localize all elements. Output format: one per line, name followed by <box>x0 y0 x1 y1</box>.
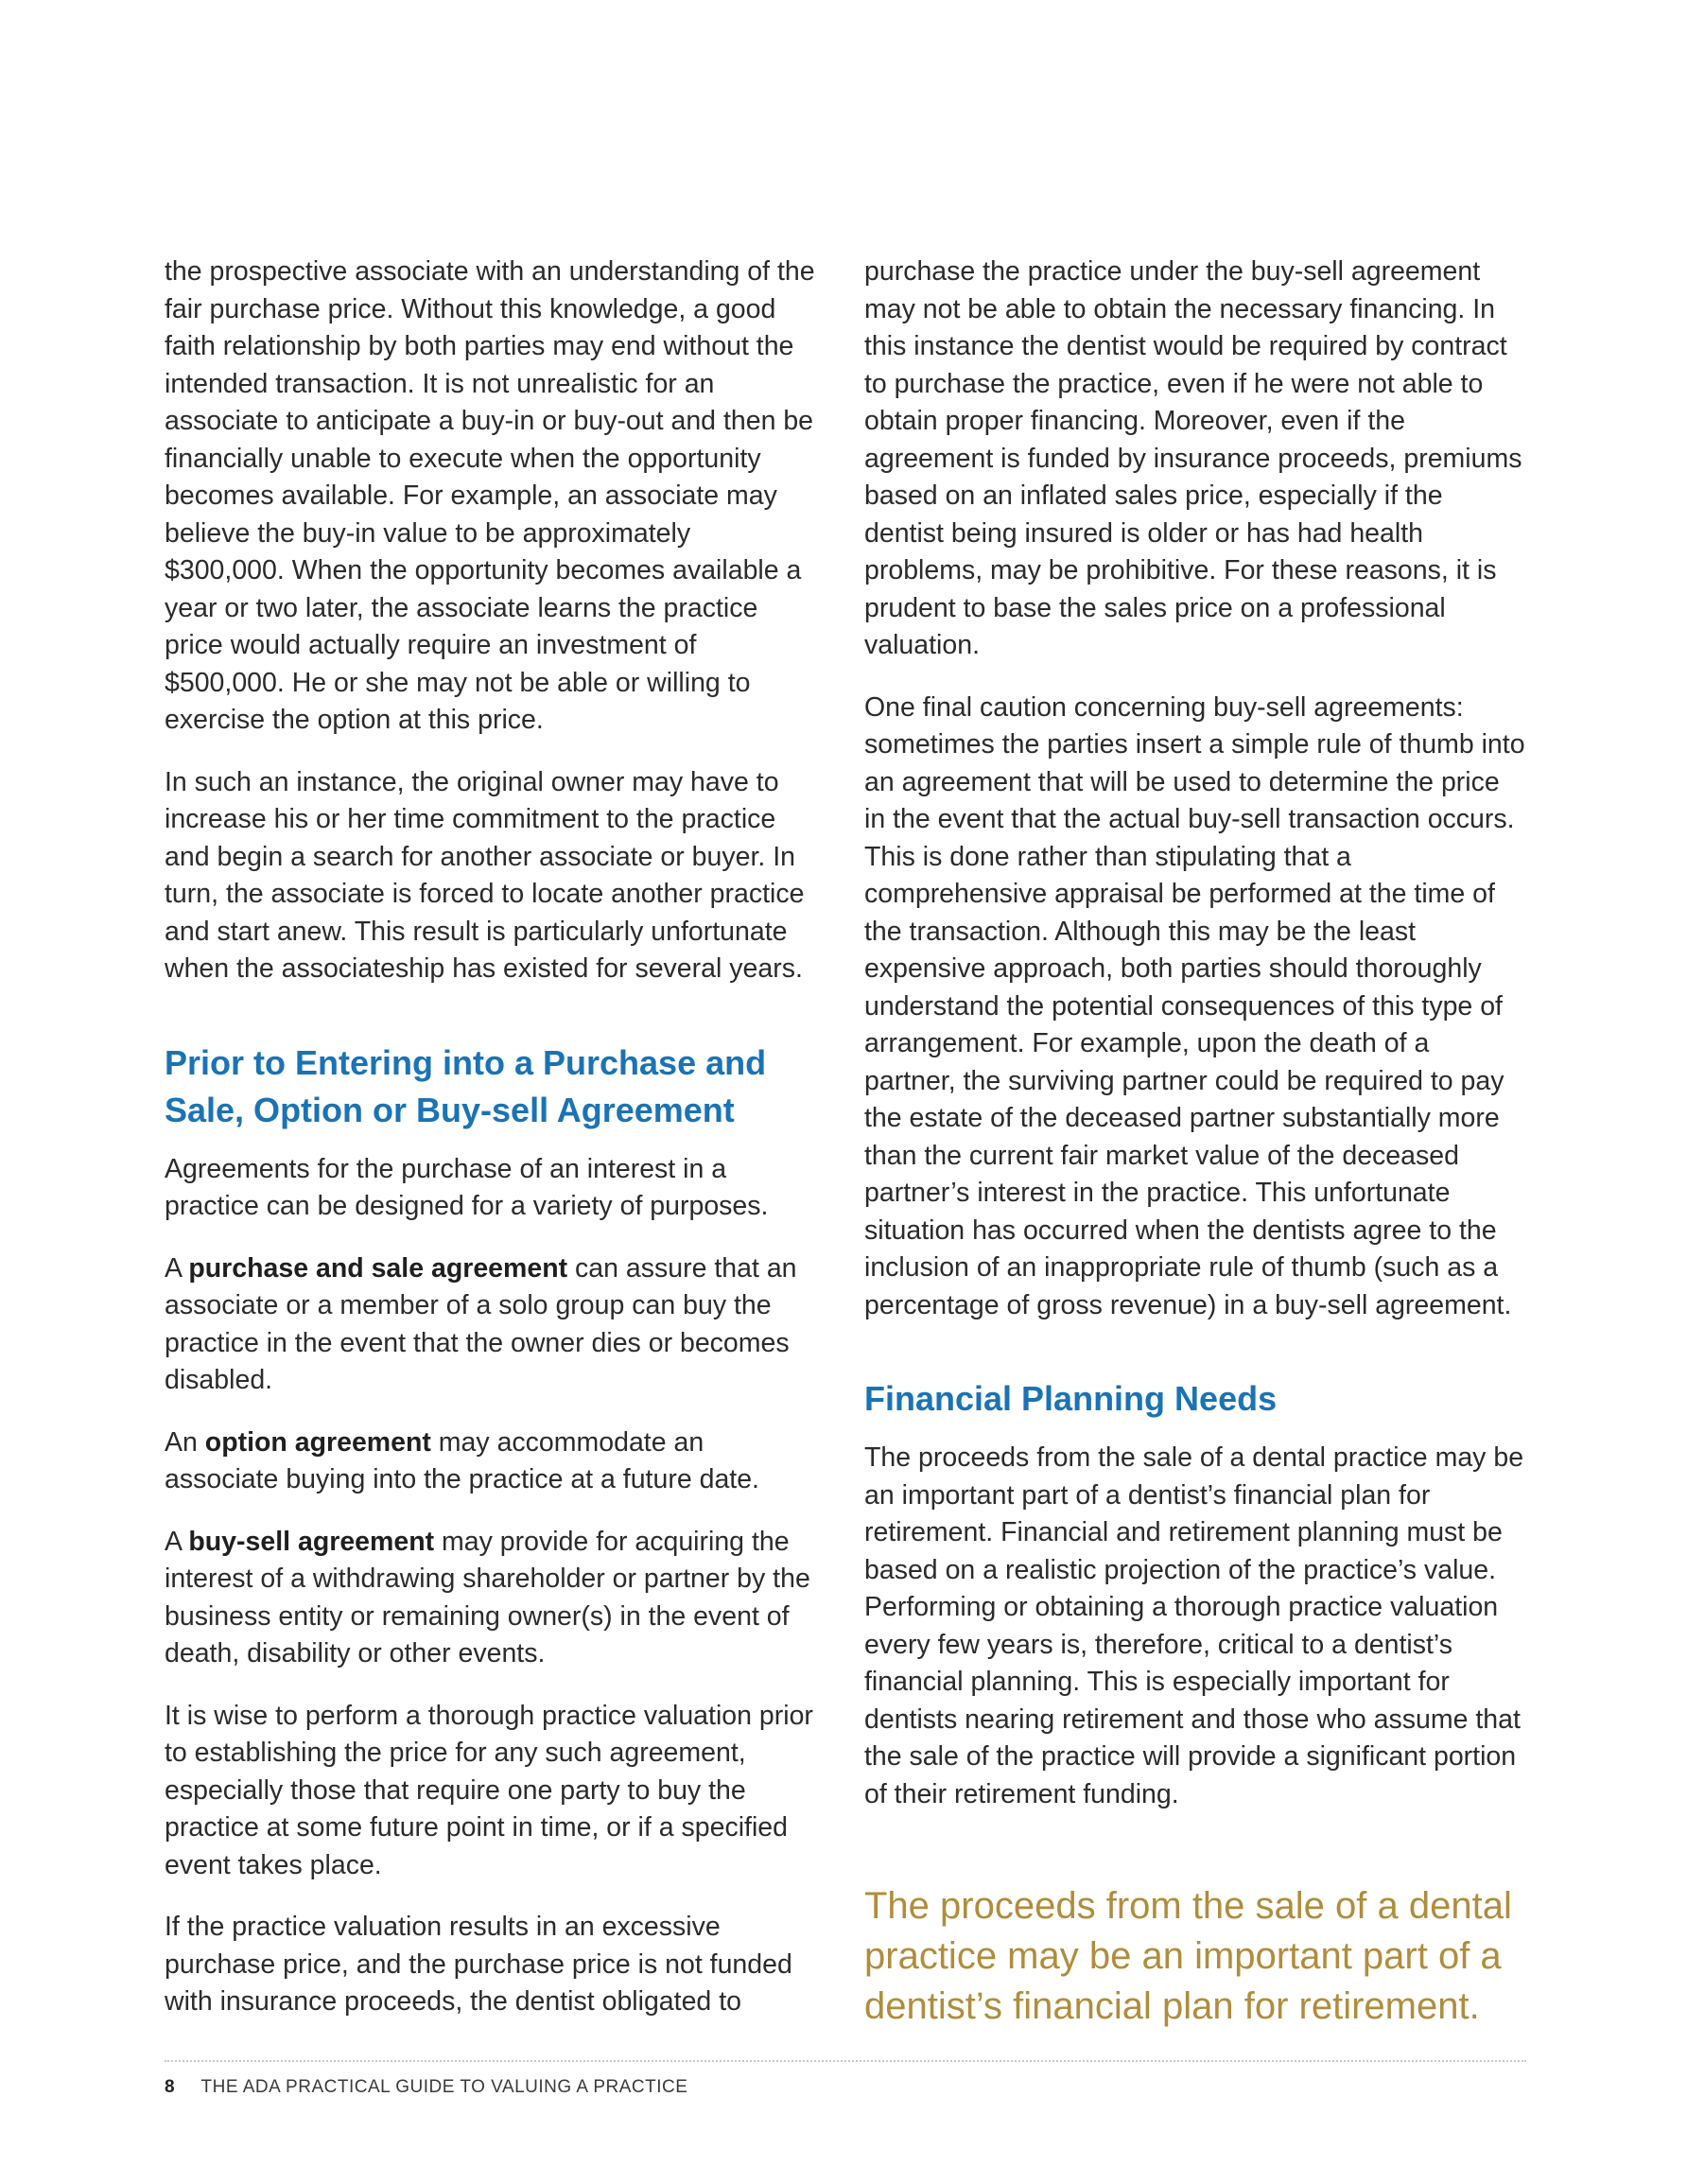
section-heading: Financial Planning Needs <box>864 1379 1278 1418</box>
section-heading: Prior to Entering into a Purchase and Sale, Option or Buy-sell Agreement <box>165 1042 767 1129</box>
page-footer <box>165 2077 687 2098</box>
bold-term: purchase and sale agreement <box>188 1252 568 1284</box>
text-run: can assure that an associate or a member of a solo group can buy the practice in the event that the owner dies or becomes disabled. <box>165 1252 797 1395</box>
body-paragraph: the prospective associate with an understanding of the fair purchase price. Without this knowledge, a good faith relationship by both parties may end without the intended transaction. It is not unrealistic for an associate to anticipate a buy-in or buy-out and then be financially unable to execute when the opportunity becomes available. For example, an associate may believe the buy-in value to be approximately $300,000. When the opportunity becomes available a year or two later, the associate learns the practice price would actually require an investment of $500,000. He or she may not be able or willing to exercise the option at this price. <box>165 256 815 735</box>
bold-term: buy-sell agreement <box>188 1526 435 1557</box>
left-column <box>165 253 817 2046</box>
body-paragraph <box>165 1424 817 1499</box>
text-run: A <box>165 1252 189 1284</box>
body-paragraph: In such an instance, the original owner may have to increase his or her time commitment to the practice and begin a search for another associate or buyer. In turn, the associate is forced to locate another practice and start anew. This result is particularly unfortunate when the associateship has existed for several years. <box>165 766 805 984</box>
footer-divider <box>165 2060 1526 2062</box>
right-column <box>864 253 1526 2032</box>
pull-quote: The proceeds from the sale of a dental practice may be an important part of a dentist’s financial plan for retirement. <box>864 1885 1512 2027</box>
text-run: may accommodate an associate buying into the practice at a future date. <box>165 1426 759 1494</box>
body-paragraph: purchase the practice under the buy-sell agreement may not be able to obtain the necessary financing. In this instance the dentist would be required by contract to purchase the practice, even if he were not able to obtain proper financing. Moreover, even if the agreement is funded by insurance proceeds, premiums based on an inflated sales price, especially if the dentist being insured is older or has had health problems, may be prohibitive. For these reasons, it is prudent to base the sales price on a professional valuation. <box>864 256 1522 660</box>
running-title: THE ADA PRACTICAL GUIDE TO VALUING A PRACTICE <box>200 2077 688 2097</box>
body-paragraph: One final caution concerning buy-sell agreements: sometimes the parties insert a simple rule of thumb into an agreement that will be used to determine the price in the event that the actual buy-sell transaction occurs. This is done rather than stipulating that a comprehensive appraisal be performed at the time of the transaction. Although this may be the least expensive approach, both parties should thoroughly understand the potential consequences of this type of arrangement. For example, upon the death of a partner, the surviving partner could be required to pay the estate of the deceased partner substantially more than the current fair market value of the deceased partner’s interest in the practice. This unfortunate situation has occurred when the dentists agree to the inclusion of an inappropriate rule of thumb (such as a percentage of gross revenue) in a buy-sell agreement. <box>864 691 1525 1320</box>
text-run: may provide for acquiring the interest of a withdrawing shareholder or partner by the business entity or remaining owner(s) in the event of death, disability or other events. <box>165 1526 810 1669</box>
page-number: 8 <box>165 2077 176 2097</box>
body-paragraph: If the practice valuation results in an excessive purchase price, and the purchase price is not funded with insurance proceeds, the dentist obligated to <box>165 1912 792 2017</box>
body-paragraph <box>165 1250 817 1400</box>
bold-term: option agreement <box>204 1426 431 1458</box>
body-paragraph: It is wise to perform a thorough practice valuation prior to establishing the price for any such agreement, especially those that require one party to buy the practice at some future point in time, or if a specified event takes place. <box>165 1700 813 1880</box>
text-run: A <box>165 1526 189 1557</box>
body-paragraph <box>165 1524 817 1673</box>
body-paragraph: Agreements for the purchase of an interest in a practice can be designed for a variety of purposes. <box>165 1153 769 1221</box>
body-paragraph: The proceeds from the sale of a dental practice may be an important part of a dentist’s financial plan for retirement. Financial and retirement planning must be based on a realistic projection of the practice’s value. Performing or obtaining a thorough practice valuation every few years is, therefore, critical to a dentist’s financial planning. This is especially important for dentists nearing retirement and those who assume that the sale of the practice will provide a significant portion of their retirement funding. <box>864 1442 1524 1809</box>
text-run: An <box>165 1426 205 1458</box>
